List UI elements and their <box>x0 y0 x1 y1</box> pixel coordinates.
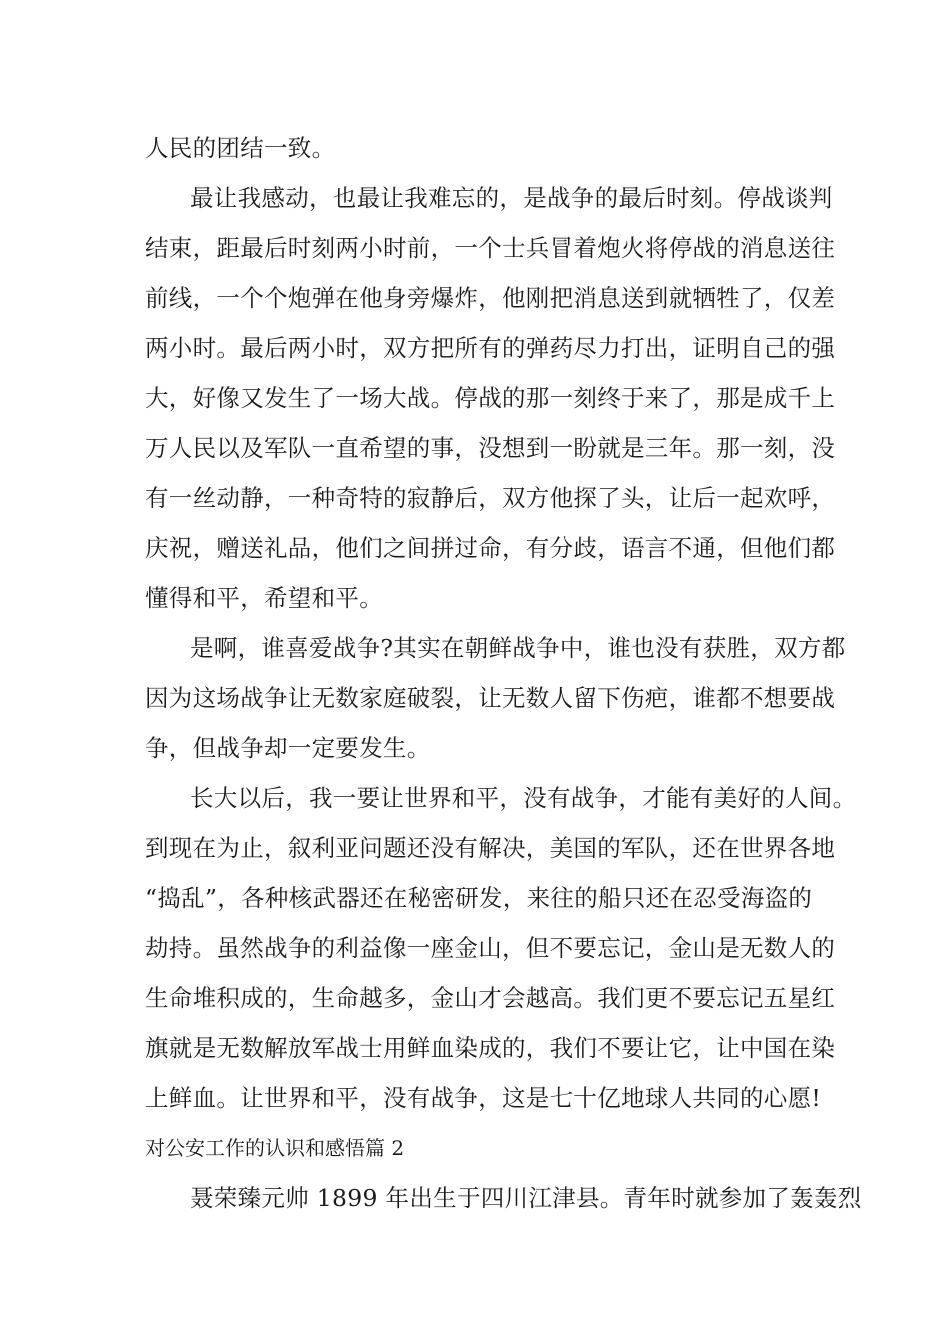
text-line: 懂得和平，希望和平。 <box>145 584 383 612</box>
paragraph-first-line: 聂荣臻元帅 1899 年出生于四川江津县。青年时就参加了轰轰烈 <box>190 1184 862 1212</box>
paragraph-first-line: 是啊，谁喜爱战争?其实在朝鲜战争中，谁也没有获胜，双方都 <box>190 634 846 662</box>
text-line: 到现在为止，叙利亚问题还没有解决，美国的军队，还在世界各地 <box>145 834 836 862</box>
text-line: 上鲜血。让世界和平，没有战争，这是七十亿地球人共同的心愿! <box>145 1084 822 1112</box>
text-line: “捣乱”，各种核武器还在秘密研发，来往的船只还在忍受海盗的 <box>145 884 813 912</box>
text-line: 旗就是无数解放军战士用鲜血染成的，我们不要让它，让中国在染 <box>145 1034 836 1062</box>
text-line: 庆祝，赠送礼品，他们之间拼过命，有分歧，语言不通，但他们都 <box>145 534 836 562</box>
section-heading: 对公安工作的认识和感悟篇 2 <box>145 1136 405 1160</box>
text-line: 因为这场战争让无数家庭破裂，让无数人留下伤疤，谁都不想要战 <box>145 684 836 712</box>
text-line: 生命堆积成的，生命越多，金山才会越高。我们更不要忘记五星红 <box>145 984 836 1012</box>
text-line: 有一丝动静，一种奇特的寂静后，双方他探了头，让后一起欢呼， <box>145 484 836 512</box>
text-line: 大，好像又发生了一场大战。停战的那一刻终于来了，那是成千上 <box>145 384 836 412</box>
text-line: 万人民以及军队一直希望的事，没想到一盼就是三年。那一刻，没 <box>145 434 836 462</box>
text-line: 两小时。最后两小时，双方把所有的弹药尽力打出，证明自己的强 <box>145 334 836 362</box>
text-line: 劫持。虽然战争的利益像一座金山，但不要忘记，金山是无数人的 <box>145 934 836 962</box>
text-line: 争，但战争却一定要发生。 <box>145 734 431 762</box>
text-line: 前线，一个个炮弹在他身旁爆炸，他刚把消息送到就牺牲了，仅差 <box>145 284 836 312</box>
paragraph-first-line: 最让我感动，也最让我难忘的，是战争的最后时刻。停战谈判 <box>190 184 833 212</box>
text-line: 人民的团结一致。 <box>145 134 336 162</box>
text-line: 结束，距最后时刻两小时前，一个士兵冒着炮火将停战的消息送往 <box>145 234 836 262</box>
paragraph-first-line: 长大以后，我一要让世界和平，没有战争，才能有美好的人间。 <box>190 784 857 812</box>
